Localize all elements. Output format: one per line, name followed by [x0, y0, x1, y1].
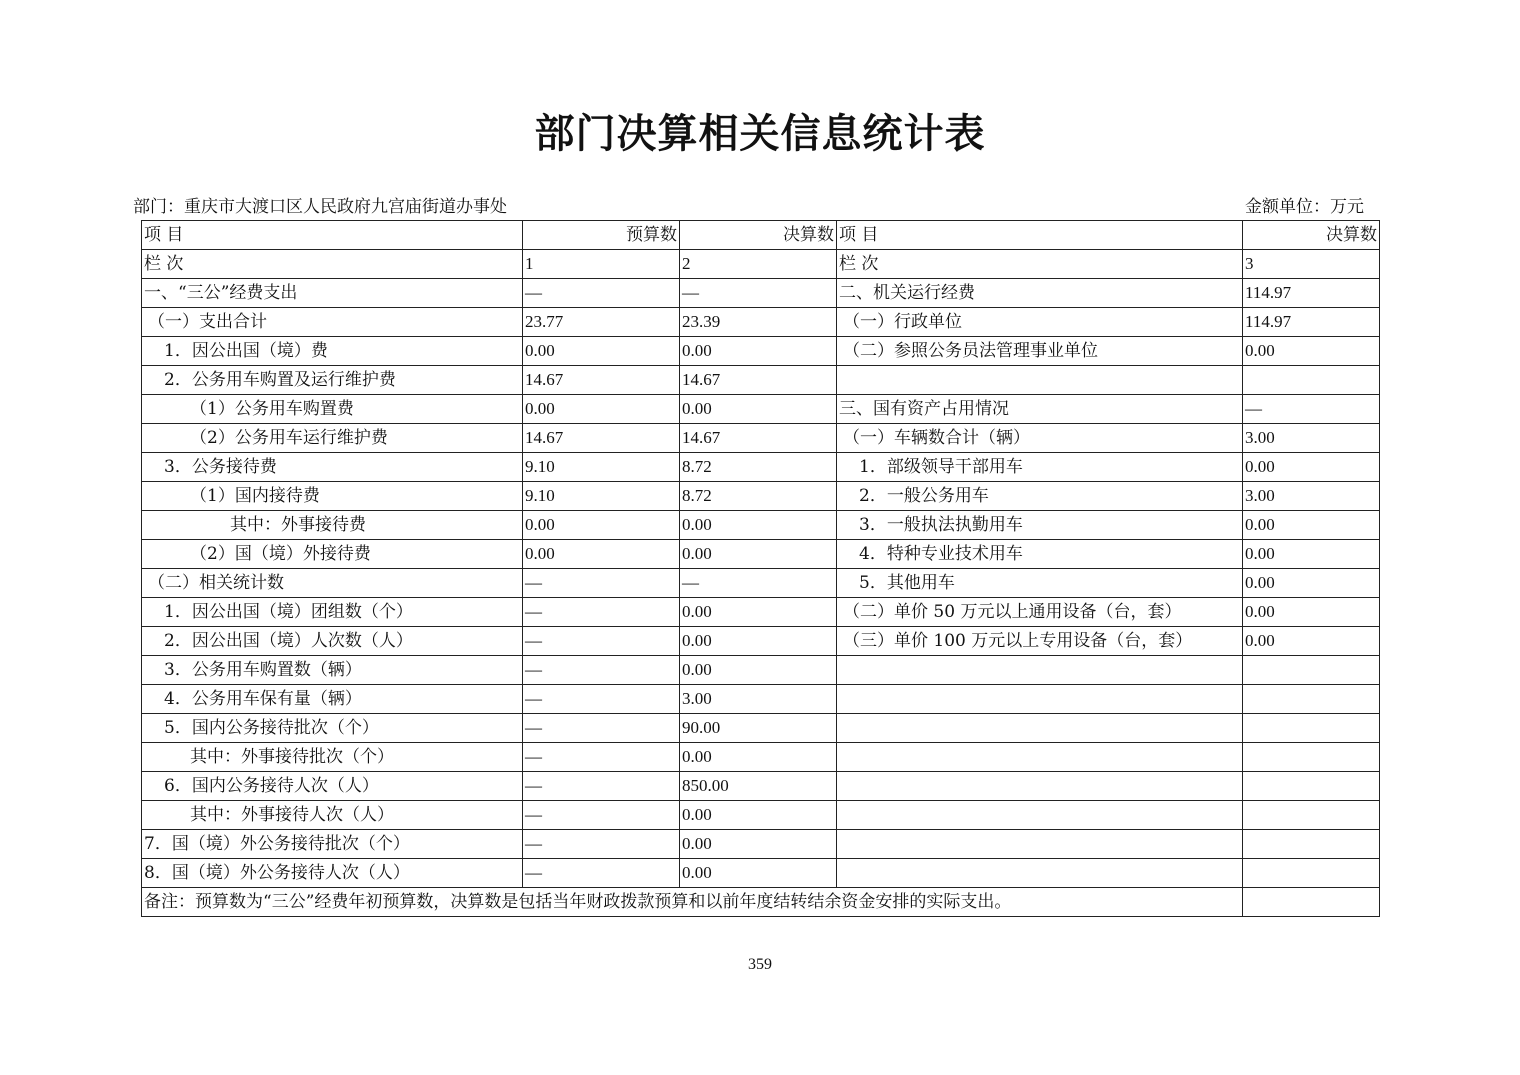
row-final-cell: 0.00: [680, 598, 837, 627]
table-row: [142, 714, 1380, 743]
row-final-2-cell: 0.00: [1243, 540, 1380, 569]
row-item-cell: 3．公务接待费: [142, 453, 523, 482]
column-label-2: 栏 次: [837, 250, 1243, 279]
row-final-cell: 0.00: [680, 801, 837, 830]
column-1: 1: [523, 250, 680, 279]
row-item-2-cell: （一）车辆数合计（辆）: [837, 424, 1243, 453]
row-budget-cell: —: [523, 743, 680, 772]
row-item-2-cell: [837, 743, 1243, 772]
row-final-2-cell: [1243, 743, 1380, 772]
header-item: 项 目: [142, 221, 523, 250]
table-row: [142, 395, 1380, 424]
table-row: [142, 627, 1380, 656]
row-item-cell: 8．国（境）外公务接待人次（人）: [142, 859, 523, 888]
row-final-cell: 8.72: [680, 453, 837, 482]
column-number-row: [142, 250, 1380, 279]
row-final-2-cell: [1243, 366, 1380, 395]
page-title: 部门决算相关信息统计表: [534, 110, 986, 157]
row-budget-cell: 14.67: [523, 424, 680, 453]
row-final-2-cell: [1243, 859, 1380, 888]
row-final-cell: —: [680, 279, 837, 308]
row-final-2-cell: [1243, 772, 1380, 801]
row-item-2-cell: [837, 366, 1243, 395]
row-final-cell: 3.00: [680, 685, 837, 714]
row-item-cell: 3．公务用车购置数（辆）: [142, 656, 523, 685]
statistics-table: [141, 220, 1380, 917]
row-budget-cell: —: [523, 772, 680, 801]
row-item-2-cell: 2．一般公务用车: [837, 482, 1243, 511]
row-final-2-cell: [1243, 830, 1380, 859]
row-budget-cell: 23.77: [523, 308, 680, 337]
row-budget-cell: —: [523, 627, 680, 656]
row-budget-cell: —: [523, 801, 680, 830]
page-number: 359: [748, 956, 772, 973]
row-item-2-cell: （三）单价 100 万元以上专用设备（台，套）: [837, 627, 1243, 656]
row-item-2-cell: [837, 656, 1243, 685]
row-final-2-cell: 3.00: [1243, 482, 1380, 511]
table-row: [142, 279, 1380, 308]
table-row: [142, 743, 1380, 772]
row-item-cell: 2．因公出国（境）人次数（人）: [142, 627, 523, 656]
row-item-cell: （2）国（境）外接待费: [142, 540, 523, 569]
row-final-2-cell: 0.00: [1243, 453, 1380, 482]
note-empty-cell: [1243, 888, 1380, 917]
column-3: 3: [1243, 250, 1380, 279]
table-row: [142, 511, 1380, 540]
row-final-2-cell: 0.00: [1243, 627, 1380, 656]
row-item-2-cell: （二）单价 50 万元以上通用设备（台，套）: [837, 598, 1243, 627]
row-budget-cell: 9.10: [523, 482, 680, 511]
row-budget-cell: —: [523, 859, 680, 888]
row-budget-cell: 0.00: [523, 511, 680, 540]
table-row: [142, 453, 1380, 482]
row-final-2-cell: [1243, 714, 1380, 743]
row-final-2-cell: —: [1243, 395, 1380, 424]
column-2: 2: [680, 250, 837, 279]
row-final-cell: 0.00: [680, 511, 837, 540]
table-row: [142, 656, 1380, 685]
row-final-cell: —: [680, 569, 837, 598]
row-budget-cell: 0.00: [523, 337, 680, 366]
row-final-2-cell: [1243, 685, 1380, 714]
table-row: [142, 337, 1380, 366]
row-item-2-cell: [837, 714, 1243, 743]
row-final-cell: 23.39: [680, 308, 837, 337]
row-budget-cell: 0.00: [523, 540, 680, 569]
row-budget-cell: —: [523, 830, 680, 859]
row-final-cell: 14.67: [680, 366, 837, 395]
row-item-2-cell: [837, 801, 1243, 830]
row-item-cell: 其中：外事接待批次（个）: [142, 743, 523, 772]
row-final-cell: 14.67: [680, 424, 837, 453]
row-final-cell: 0.00: [680, 627, 837, 656]
table-row: [142, 308, 1380, 337]
row-final-cell: 0.00: [680, 540, 837, 569]
row-budget-cell: 0.00: [523, 395, 680, 424]
row-final-2-cell: 3.00: [1243, 424, 1380, 453]
row-item-cell: 4．公务用车保有量（辆）: [142, 685, 523, 714]
row-item-cell: （1）国内接待费: [142, 482, 523, 511]
department-label: 部门：重庆市大渡口区人民政府九宫庙街道办事处: [133, 197, 507, 217]
note-text: 备注：预算数为“三公”经费年初预算数，决算数是包括当年财政拨款预算和以前年度结转结余资金安排的实际支出。: [142, 888, 1243, 917]
header-budget: 预算数: [523, 221, 680, 250]
row-item-2-cell: 5．其他用车: [837, 569, 1243, 598]
row-item-cell: 2．公务用车购置及运行维护费: [142, 366, 523, 395]
row-final-2-cell: 0.00: [1243, 598, 1380, 627]
row-item-cell: 其中：外事接待费: [142, 511, 523, 540]
table-row: [142, 569, 1380, 598]
row-item-cell: 6．国内公务接待人次（人）: [142, 772, 523, 801]
table-row: [142, 801, 1380, 830]
row-item-cell: 7．国（境）外公务接待批次（个）: [142, 830, 523, 859]
unit-label: 金额单位：万元: [1245, 197, 1364, 217]
table-row: [142, 598, 1380, 627]
row-item-2-cell: 3．一般执法执勤用车: [837, 511, 1243, 540]
table-row: [142, 772, 1380, 801]
row-budget-cell: 9.10: [523, 453, 680, 482]
header-final-2: 决算数: [1243, 221, 1380, 250]
row-item-2-cell: 二、机关运行经费: [837, 279, 1243, 308]
row-budget-cell: —: [523, 656, 680, 685]
column-label: 栏 次: [142, 250, 523, 279]
row-item-2-cell: 1．部级领导干部用车: [837, 453, 1243, 482]
row-budget-cell: —: [523, 685, 680, 714]
row-item-cell: 1．因公出国（境）费: [142, 337, 523, 366]
row-item-cell: （2）公务用车运行维护费: [142, 424, 523, 453]
row-budget-cell: —: [523, 714, 680, 743]
row-budget-cell: —: [523, 598, 680, 627]
table-row: [142, 830, 1380, 859]
row-final-cell: 0.00: [680, 656, 837, 685]
row-final-2-cell: 114.97: [1243, 308, 1380, 337]
row-budget-cell: 14.67: [523, 366, 680, 395]
header-item-2: 项 目: [837, 221, 1243, 250]
table-row: [142, 366, 1380, 395]
row-final-cell: 0.00: [680, 830, 837, 859]
row-final-2-cell: 0.00: [1243, 511, 1380, 540]
row-item-cell: 5．国内公务接待批次（个）: [142, 714, 523, 743]
row-budget-cell: —: [523, 279, 680, 308]
row-item-2-cell: （一）行政单位: [837, 308, 1243, 337]
table-row: [142, 859, 1380, 888]
table-row: [142, 482, 1380, 511]
row-final-cell: 850.00: [680, 772, 837, 801]
row-budget-cell: —: [523, 569, 680, 598]
note-row: [142, 888, 1380, 917]
row-item-cell: 1．因公出国（境）团组数（个）: [142, 598, 523, 627]
row-item-2-cell: （二）参照公务员法管理事业单位: [837, 337, 1243, 366]
row-final-cell: 90.00: [680, 714, 837, 743]
row-item-cell: 其中：外事接待人次（人）: [142, 801, 523, 830]
row-item-cell: （一）支出合计: [142, 308, 523, 337]
row-item-2-cell: [837, 772, 1243, 801]
row-final-cell: 8.72: [680, 482, 837, 511]
row-final-cell: 0.00: [680, 859, 837, 888]
row-item-2-cell: 4．特种专业技术用车: [837, 540, 1243, 569]
table-row: [142, 540, 1380, 569]
row-final-2-cell: 0.00: [1243, 337, 1380, 366]
row-final-cell: 0.00: [680, 743, 837, 772]
row-item-cell: （1）公务用车购置费: [142, 395, 523, 424]
row-final-2-cell: 114.97: [1243, 279, 1380, 308]
row-item-2-cell: [837, 859, 1243, 888]
row-item-cell: 一、“三公”经费支出: [142, 279, 523, 308]
table-row: [142, 424, 1380, 453]
row-final-2-cell: [1243, 801, 1380, 830]
header-final: 决算数: [680, 221, 837, 250]
row-final-2-cell: 0.00: [1243, 569, 1380, 598]
row-final-cell: 0.00: [680, 337, 837, 366]
row-item-cell: （二）相关统计数: [142, 569, 523, 598]
row-final-2-cell: [1243, 656, 1380, 685]
table-row: [142, 685, 1380, 714]
row-item-2-cell: 三、国有资产占用情况: [837, 395, 1243, 424]
row-item-2-cell: [837, 830, 1243, 859]
row-final-cell: 0.00: [680, 395, 837, 424]
header-row: [142, 221, 1380, 250]
row-item-2-cell: [837, 685, 1243, 714]
